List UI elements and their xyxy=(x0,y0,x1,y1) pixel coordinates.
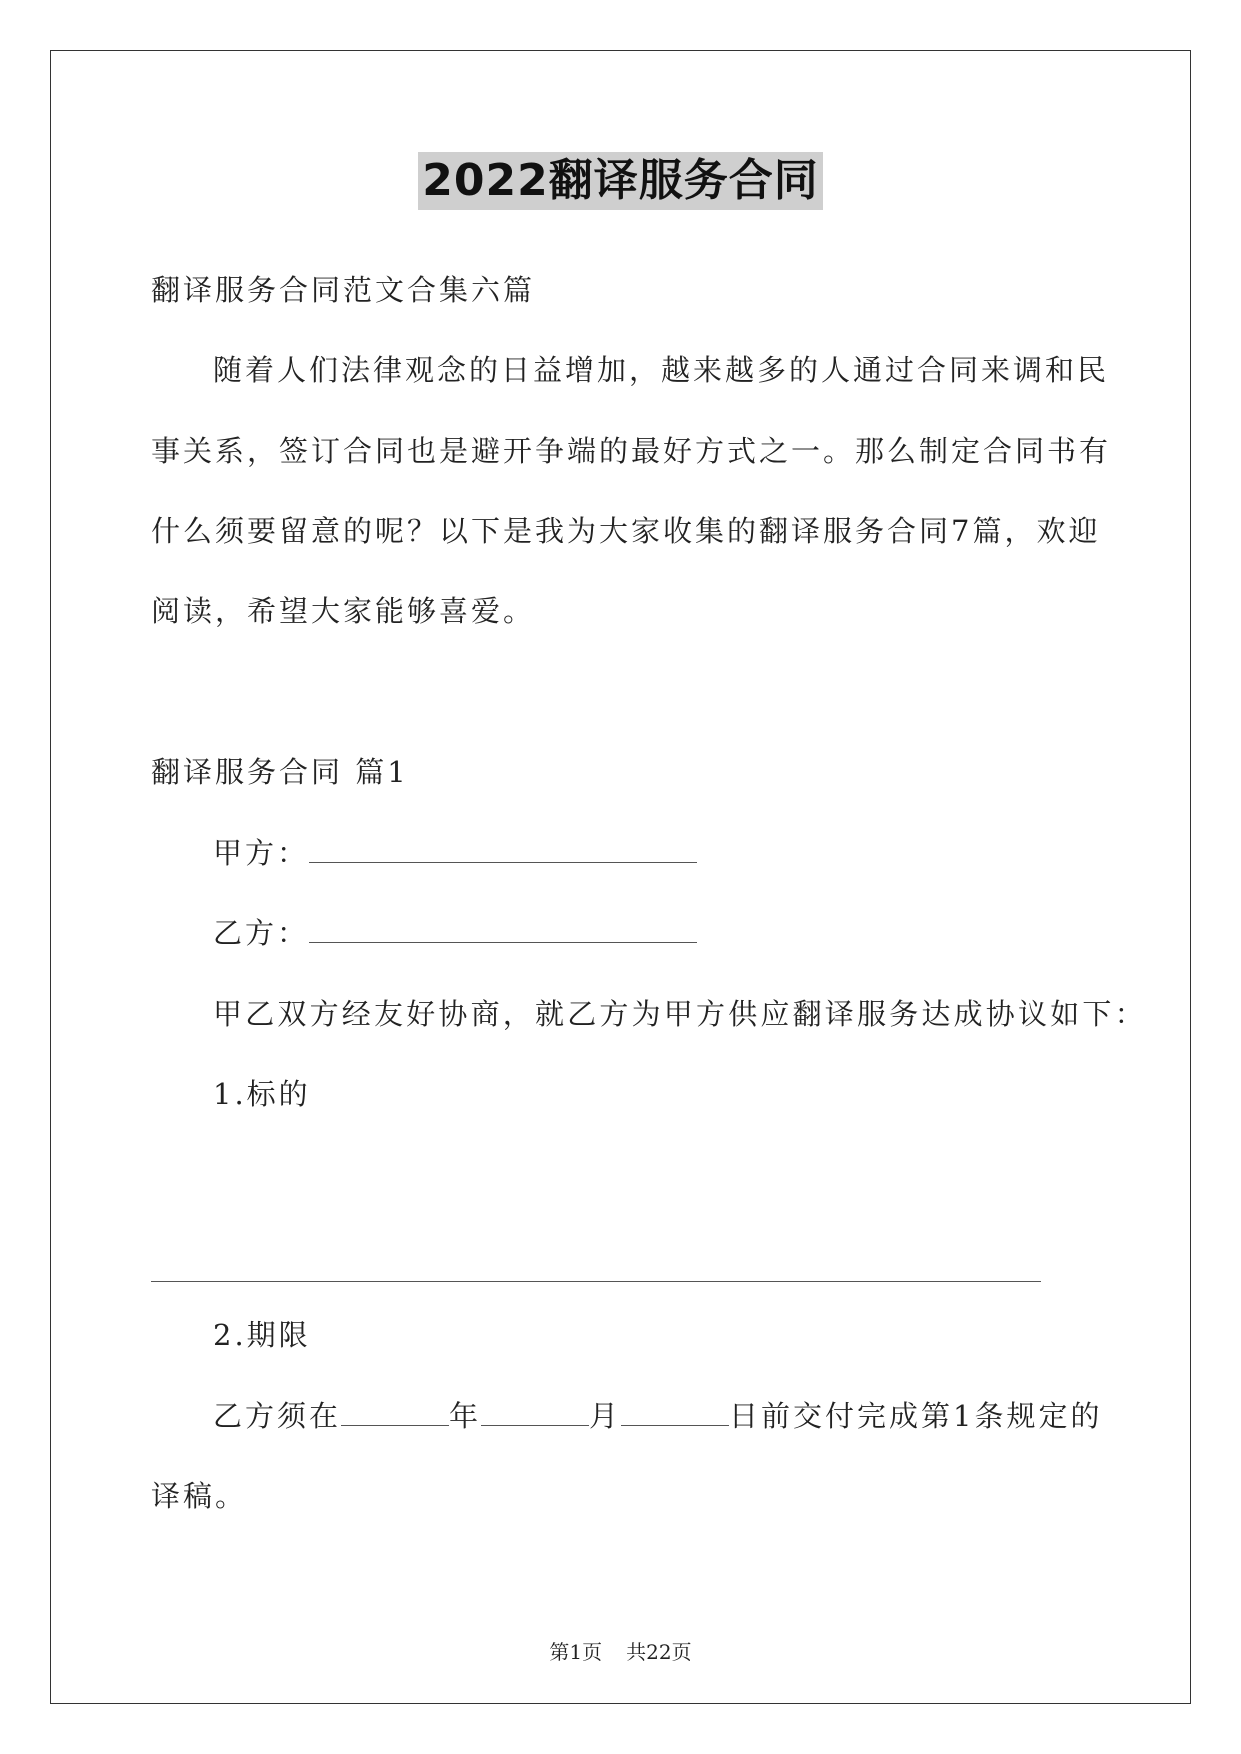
document-subtitle: 翻译服务合同范文合集六篇 xyxy=(151,273,536,307)
month-label: 月 xyxy=(589,1399,622,1433)
clause2-continuation: 译稿。 xyxy=(151,1479,248,1513)
page-number: 第1页 xyxy=(549,1640,603,1664)
year-blank xyxy=(341,1399,449,1426)
intro-line-4: 阅读，希望大家能够喜爱。 xyxy=(151,594,536,628)
agreement-line: 甲乙双方经友好协商，就乙方为甲方供应翻译服务达成协议如下： xyxy=(213,997,1147,1031)
clause2-heading: 2.期限 xyxy=(213,1318,311,1352)
document-title: 2022翻译服务合同 xyxy=(418,152,822,210)
title-container xyxy=(0,152,1241,210)
party-a-label: 甲方： xyxy=(213,836,310,870)
clause2-prefix: 乙方须在 xyxy=(213,1399,342,1433)
clause1-blank-rule xyxy=(151,1281,1041,1282)
total-pages: 共22页 xyxy=(626,1640,692,1664)
party-b-blank xyxy=(309,916,697,943)
section-heading: 翻译服务合同 篇1 xyxy=(151,755,409,789)
party-b-label: 乙方： xyxy=(213,916,310,950)
intro-line-1: 随着人们法律观念的日益增加，越来越多的人通过合同来调和民 xyxy=(213,353,1110,387)
party-a-blank xyxy=(309,836,697,863)
party-b-row xyxy=(213,913,697,953)
clause2-suffix: 日前交付完成第1条规定的 xyxy=(729,1399,1103,1433)
year-label: 年 xyxy=(449,1399,482,1433)
intro-line-2: 事关系，签订合同也是避开争端的最好方式之一。那么制定合同书有 xyxy=(151,434,1112,468)
intro-line-3: 什么须要留意的呢？以下是我为大家收集的翻译服务合同7篇，欢迎 xyxy=(151,514,1101,548)
day-blank xyxy=(621,1399,729,1426)
month-blank xyxy=(481,1399,589,1426)
clause2-text-row xyxy=(213,1396,1103,1436)
party-a-row xyxy=(213,833,697,873)
page-footer xyxy=(0,1636,1241,1665)
clause1-heading: 1.标的 xyxy=(213,1077,311,1111)
